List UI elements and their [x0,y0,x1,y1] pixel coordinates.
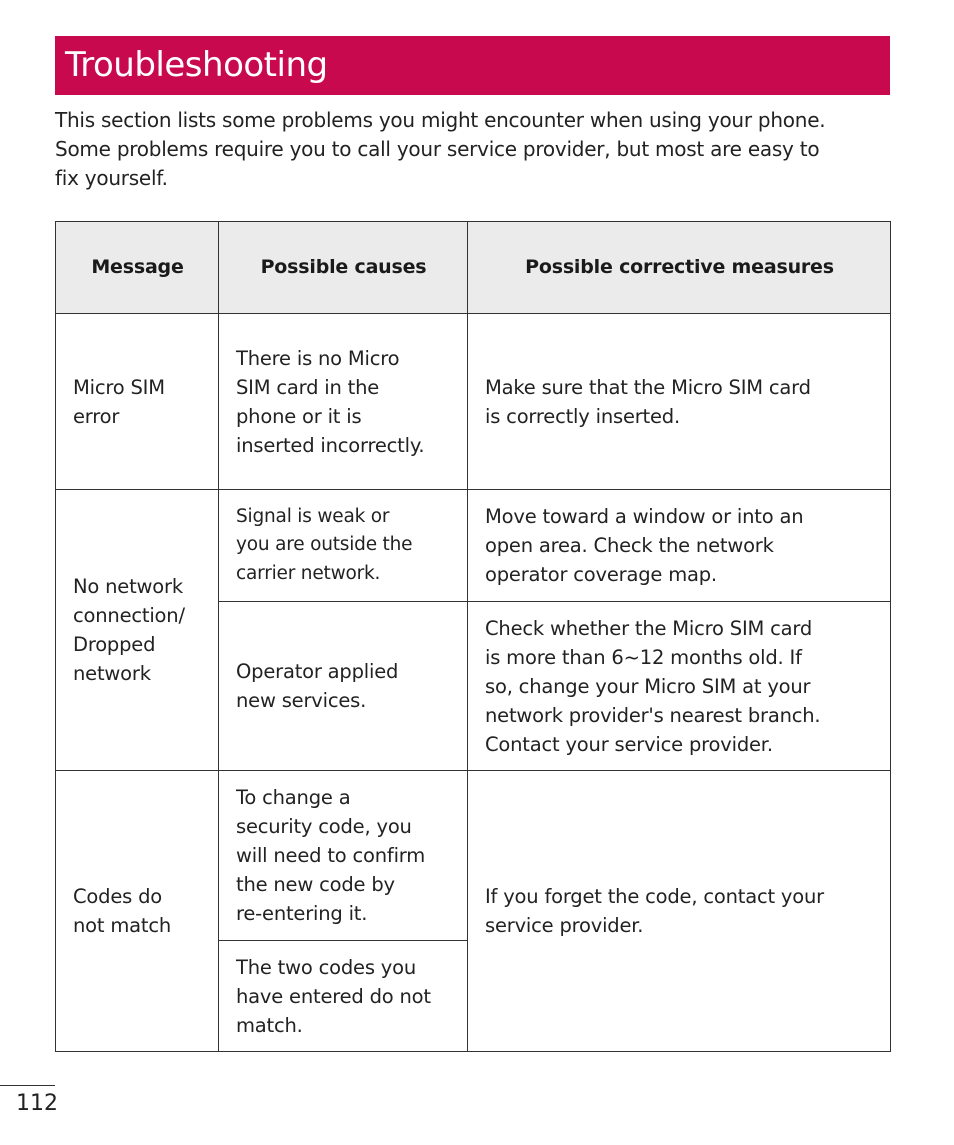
section-title-bar [55,36,890,95]
measure-cell [468,490,891,602]
cause-line: you are outside the [236,534,413,556]
cause-line: Signal is weak or [236,505,390,527]
table-header-row [56,222,891,314]
cause-line: SIM card in the [236,375,380,399]
measure-line: open area. Check the network [485,534,774,557]
measure-line: is correctly inserted. [485,404,680,428]
cause-line: security code, you [236,815,412,838]
measure-line: network provider's nearest branch. [485,703,821,727]
cause-line: match. [236,1013,303,1037]
measure-line: operator coverage map. [485,563,717,586]
message-cell [56,490,219,771]
footer-rule [0,1085,55,1086]
intro-line: fix yourself. [55,166,168,190]
message-line: No network [73,575,183,598]
table-row [56,490,891,602]
cause-cell [219,941,468,1052]
intro-paragraph [55,106,891,193]
message-line: connection/ [73,604,185,627]
measure-line: Check whether the Micro SIM card [485,616,813,640]
measure-cell [468,602,891,771]
measure-cell [468,771,891,1052]
measure-line: If you forget the code, contact your [485,885,824,908]
message-line: Micro SIM [73,375,165,399]
cause-cell [219,771,468,941]
table-row [56,314,891,490]
table-row [56,771,891,941]
intro-line: This section lists some problems you might encounter when using your phone. [55,108,826,132]
message-line: Codes do [73,885,162,908]
message-line: error [73,404,120,428]
cause-line: the new code by [236,873,395,896]
column-header-message: Message [56,222,219,314]
measure-line: service provider. [485,914,644,937]
message-line: Dropped [73,633,156,656]
cause-line: will need to confirm [236,844,426,867]
cause-line: The two codes you [236,955,417,979]
cause-cell [219,314,468,490]
measure-line: is more than 6~12 months old. If [485,645,802,669]
column-header-measures: Possible corrective measures [468,222,891,314]
cause-cell [219,490,468,602]
measure-line: Move toward a window or into an [485,505,804,528]
cause-line: phone or it is [236,404,362,428]
message-line: network [73,662,151,685]
cause-line: inserted incorrectly. [236,433,425,457]
intro-line: Some problems require you to call your service provider, but most are easy to [55,137,820,161]
message-cell [56,771,219,1052]
message-line: not match [73,914,172,937]
measure-line: Contact your service provider. [485,732,773,756]
cause-line: carrier network. [236,562,381,584]
column-header-causes: Possible causes [219,222,468,314]
measure-cell [468,314,891,490]
page-title: Troubleshooting [65,45,328,85]
cause-line: new services. [236,689,367,712]
message-cell [56,314,219,490]
troubleshooting-table [55,221,891,1052]
cause-line: re-entering it. [236,902,368,925]
cause-line: have entered do not [236,984,431,1008]
page-number: 112 [16,1091,58,1116]
cause-line: There is no Micro [236,346,400,370]
cause-line: Operator applied [236,660,399,683]
measure-line: Make sure that the Micro SIM card [485,375,811,399]
cause-cell [219,602,468,771]
cause-line: To change a [236,786,351,809]
measure-line: so, change your Micro SIM at your [485,674,811,698]
